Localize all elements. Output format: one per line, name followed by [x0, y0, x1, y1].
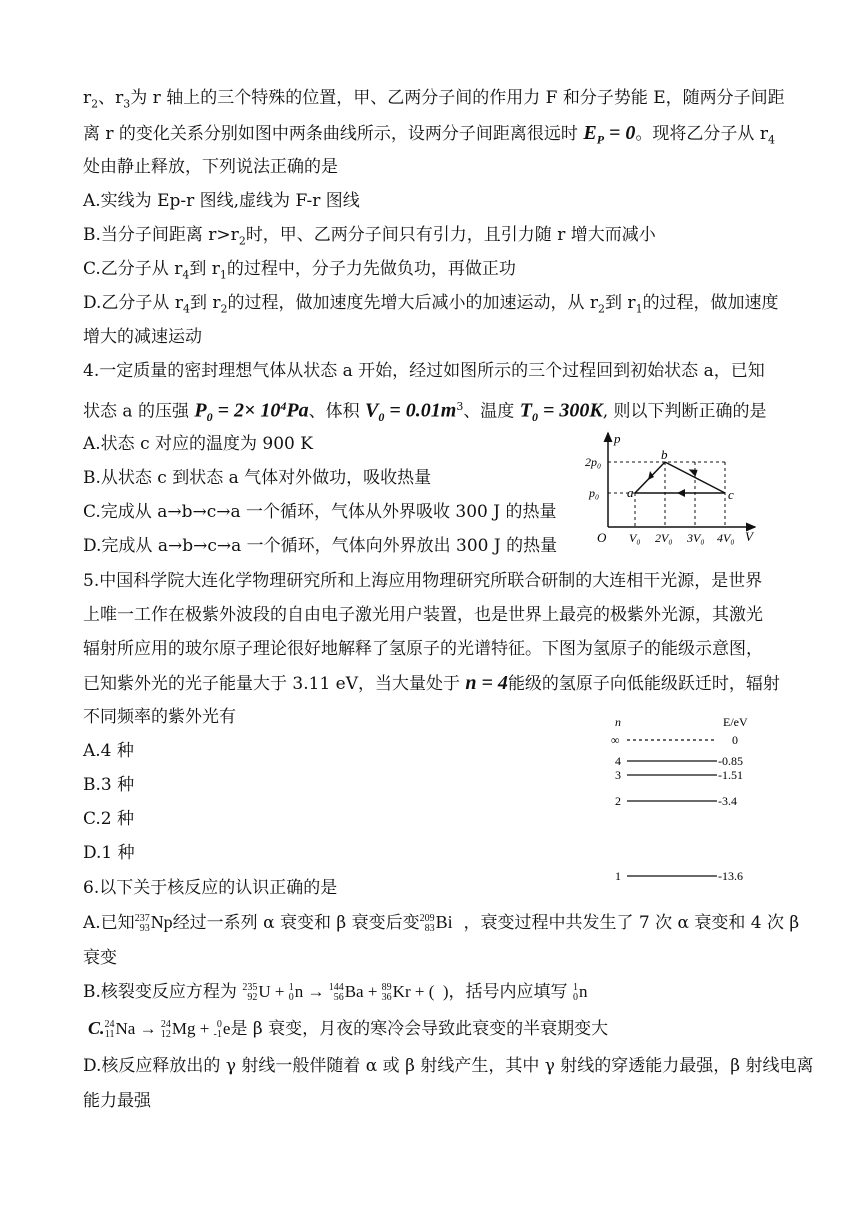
level-n-inf: ∞ — [611, 733, 620, 747]
q6-option-d-cont: 能力最强 — [83, 1091, 151, 1111]
q5-line4: 已知紫外光的光子能量大于 3.11 eV，当大量处于 n = 4能级的氢原子向低能级跃迁时，辐射 — [83, 672, 780, 694]
level-n-1: 1 — [615, 869, 621, 883]
q5-line5: 不同频率的紫外光有 — [83, 707, 236, 727]
x-tick-3v0: 3V₀ — [687, 531, 705, 545]
q6-option-c: C. 24 11 Na → 24 12 Mg + 0 -1 e是 β 衰变，月夜的寒冷会导致此衰变的半衰期变大 — [88, 1018, 609, 1041]
q6-option-d: D.核反应释放出的 γ 射线一般伴随着 α 或 β 射线产生，其中 γ 射线的穿透能力最强，β 射线电离 — [83, 1056, 814, 1076]
q4-option-a: A.状态 c 对应的温度为 900 K — [83, 434, 313, 454]
y-tick-2p0: 2p₀ — [585, 455, 602, 469]
q6-option-a: A.已知 237 93 Np经过一系列 α 衰变和 β 衰变后变 209 83 Bi ，衰变过程中共发生了 7 次 α 衰变和 4 次 β — [83, 912, 800, 935]
e-header: E/eV — [723, 715, 748, 729]
q6-line1: 6.以下关于核反应的认识正确的是 — [83, 878, 338, 898]
q3-option-b: B.当分子间距离 $r>r_2$时，甲、乙两分子间只有引力，且引力随 r 增大而减小 — [83, 225, 656, 248]
q3-option-d: D.乙分子从 $r_4$到 $r_2$的过程，做加速度先增大后减小的加速运动，从 $r_2$到 $r_1$的过程，做加速度 — [83, 293, 779, 316]
energy-level-diagram — [605, 710, 780, 885]
q4-option-d: D.完成从 a→b→c→a 一个循环，气体向外界放出 300 J 的热量 — [83, 536, 558, 556]
level-e-3: -1.51 — [718, 768, 743, 782]
level-n-3: 3 — [615, 768, 621, 782]
level-n-2: 2 — [615, 794, 621, 808]
q4-option-b: B.从状态 c 到状态 a 气体对外做功，吸收热量 — [83, 468, 432, 488]
q3-option-d-cont: 增大的减速运动 — [83, 327, 202, 347]
q3-line1: $r_2$、$r_3$为 r 轴上的三个特殊的位置，甲、乙两分子间的作用力 F 和分子势能 E，随两分子间距 — [83, 88, 785, 111]
fission-equation: 235 92 U + 1 0 n → 144 56 Ba + 89 36 Kr + ( ) — [242, 982, 449, 1004]
q5-option-b: B.3 种 — [83, 775, 135, 795]
q3-option-c: C.乙分子从 $r_4$到 $r_1$的过程中，分子力先做负功，再做正功 — [83, 259, 516, 282]
q6-option-b: B.核裂变反应方程为 235 92 U + 1 0 n → 144 56 Ba + 89 36 Kr + ( )，括号内应填写 1 0 n — [83, 982, 588, 1004]
point-b-label: b — [661, 447, 668, 462]
q5-option-c: C.2 种 — [83, 809, 135, 829]
bi-nuclide: 209 83 Bi — [419, 912, 453, 935]
q5-option-a: A.4 种 — [83, 741, 134, 761]
x-tick-2v0: 2V₀ — [655, 531, 673, 545]
level-labels — [611, 733, 743, 883]
origin-label: O — [597, 530, 607, 545]
level-n-4: 4 — [615, 754, 621, 768]
x-tick-4v0: 4V₀ — [717, 531, 735, 545]
np-nuclide: 237 93 Np — [134, 912, 173, 935]
n-header: n — [615, 715, 621, 729]
q3-line3: 处由静止释放，下列说法正确的是 — [83, 157, 338, 177]
v-axis-label: V — [745, 529, 753, 544]
guide-lines — [608, 462, 725, 527]
y-tick-p0: p₀ — [589, 486, 600, 500]
q5-option-d: D.1 种 — [83, 843, 135, 863]
q5-line1: 5.中国科学院大连化学物理研究所和上海应用物理研究所联合研制的大连相干光源，是世界 — [83, 571, 763, 591]
level-e-4: -0.85 — [718, 754, 743, 768]
arrow-ab — [648, 471, 654, 480]
q3-option-a: A.实线为 Ep-r 图线,虚线为 F-r 图线 — [83, 191, 360, 211]
p-axis-label: p — [614, 431, 621, 446]
q5-line3: 辐射所应用的玻尔原子理论很好地解释了氢原子的光谱特征。下图为氢原子的能级示意图， — [83, 639, 763, 659]
q3-line2: 离 r 的变化关系分别如图中两条曲线所示，设两分子间距离很远时 $E_P = 0$。现将乙分子从 $r_4$ — [83, 122, 775, 147]
point-a-label: a — [627, 485, 634, 500]
cycle-path — [635, 462, 725, 493]
q4-line2: 状态 a 的压强 $P_0 = 2\times 10^4Pa$、体积 $V_0 = 0.01m^3$、温度 $T_0 = 300K$, 则以下判断正确的是 — [83, 399, 767, 425]
x-tick-v0: V₀ — [629, 531, 641, 545]
level-e-2: -3.4 — [718, 794, 737, 808]
neutron: 1 0 n — [572, 982, 588, 1004]
arrow-ca — [677, 489, 685, 497]
q6-option-a-cont: 衰变 — [83, 948, 117, 968]
point-c-label: c — [728, 487, 734, 502]
pv-diagram — [575, 425, 765, 550]
beta-decay-equation: 24 11 Na → 24 12 Mg + 0 -1 e — [104, 1019, 231, 1041]
q5-line2: 上唯一工作在极紫外波段的自由电子激光用户装置，也是世界上最亮的极紫外光源，其激光 — [83, 605, 763, 625]
level-e-inf: 0 — [732, 733, 738, 747]
level-lines — [627, 740, 717, 876]
q4-option-c: C.完成从 a→b→c→a 一个循环，气体从外界吸收 300 J 的热量 — [83, 502, 557, 522]
q4-line1: 4.一定质量的密封理想气体从状态 a 开始，经过如图所示的三个过程回到初始状态 a，已知 — [83, 361, 765, 381]
level-e-1: -13.6 — [718, 869, 743, 883]
